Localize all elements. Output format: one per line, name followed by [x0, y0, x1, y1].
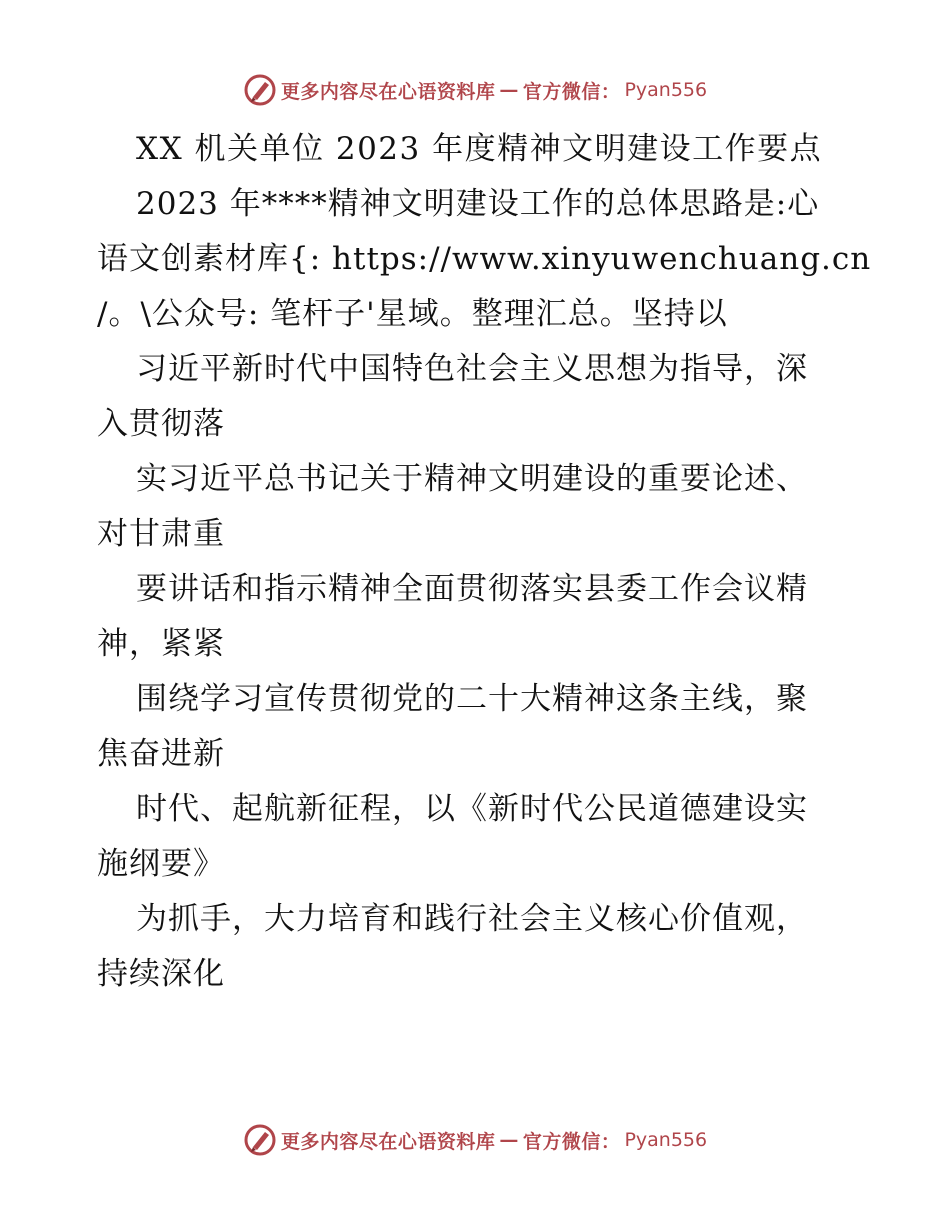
body-line: 为抓手，大力培育和践行社会主义核心价值观，	[136, 901, 808, 937]
document-body	[97, 122, 872, 1002]
banner-wechat-id: Pyan556	[624, 1129, 708, 1151]
body-line: 时代、起航新征程，以《新时代公民道德建设实	[136, 791, 808, 827]
banner-wechat-id: Pyan556	[624, 79, 708, 101]
body-line: 神，紧紧	[97, 626, 225, 662]
body-line: 实习近平总书记关于精神文明建设的重要论述、	[136, 461, 808, 497]
body-line: 持续深化	[97, 956, 225, 992]
body-line: 围绕学习宣传贯彻党的二十大精神这条主线，聚	[136, 681, 808, 717]
header-banner	[0, 70, 950, 110]
body-line: 入贯彻落	[97, 406, 225, 442]
body-line: 语文创素材库{: https://www.xinyuwenchuang.cn	[97, 241, 872, 277]
pen-logo-icon	[243, 1123, 277, 1157]
banner-wechat-label: 官方微信：	[522, 1130, 621, 1153]
body-line: 对甘肃重	[97, 516, 225, 552]
banner-site-text: 更多内容尽在心语资料库	[280, 80, 496, 103]
document-title: XX 机关单位 2023 年度精神文明建设工作要点	[136, 131, 823, 167]
body-line: 2023 年****精神文明建设工作的总体思路是:心	[136, 186, 820, 222]
body-line: 焦奋进新	[97, 736, 225, 772]
body-line: 要讲话和指示精神全面贯彻落实县委工作会议精	[136, 571, 808, 607]
banner-site-text: 更多内容尽在心语资料库	[280, 1130, 496, 1153]
body-line: 施纲要》	[97, 846, 225, 882]
body-line: 习近平新时代中国特色社会主义思想为指导，深	[136, 351, 808, 387]
banner-dash: —	[499, 1129, 519, 1151]
footer-banner	[0, 1120, 950, 1160]
pen-logo-icon	[243, 73, 277, 107]
banner-wechat-label: 官方微信：	[522, 80, 621, 103]
body-line: /。\公众号: 笔杆子'星域。整理汇总。坚持以	[97, 296, 728, 332]
banner-dash: —	[499, 79, 519, 101]
